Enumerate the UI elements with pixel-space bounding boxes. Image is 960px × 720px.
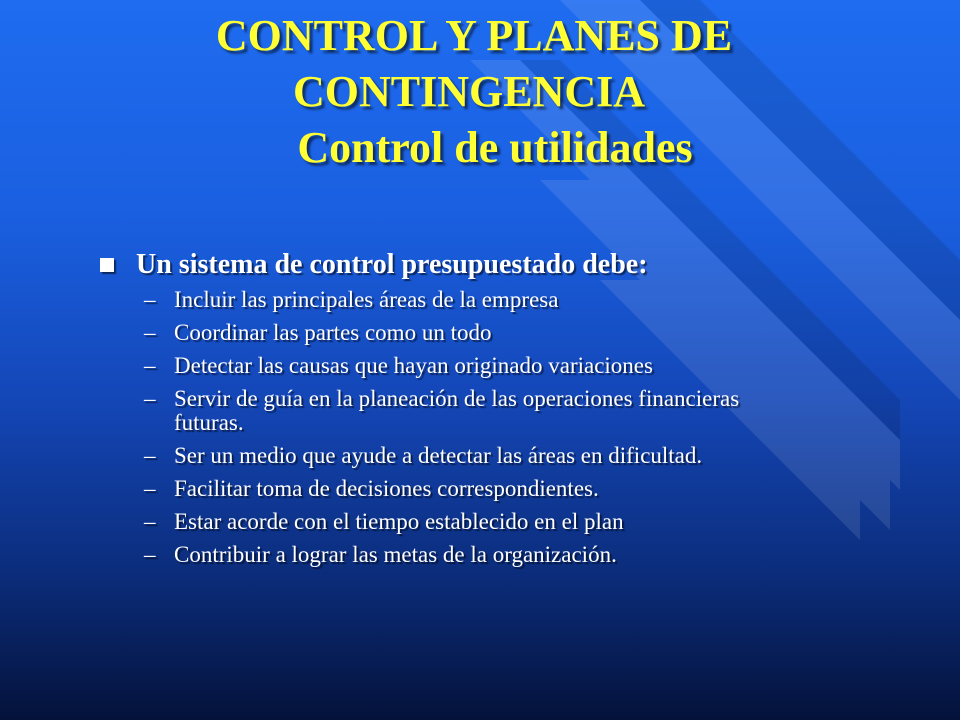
title-line-3: Control de utilidades <box>297 123 693 172</box>
list-item <box>100 288 860 312</box>
list-item-text: Ser un medio que ayude a detectar las áreas en dificultad. <box>174 443 703 468</box>
main-bullet-text: Un sistema de control presupuestado debe: <box>136 249 648 280</box>
list-item-text: Coordinar las partes como un todo <box>174 320 492 345</box>
main-bullet <box>100 248 860 282</box>
title-line-1: CONTROL Y PLANES DE <box>215 11 733 60</box>
list-item-text: Detectar las causas que hayan originado variaciones <box>174 353 653 378</box>
sub-bullet-list <box>100 288 860 567</box>
list-item-text: Facilitar toma de decisiones correspondientes. <box>174 476 599 501</box>
list-item-text: Servir de guía en la planeación de las operaciones financieras futuras. <box>174 386 740 435</box>
list-item <box>100 477 860 501</box>
dash-bullet: – <box>144 386 156 411</box>
dash-bullet: – <box>144 287 156 312</box>
list-item-text: Incluir las principales áreas de la empresa <box>174 287 559 312</box>
dash-bullet: – <box>144 353 156 378</box>
list-item <box>100 444 860 468</box>
dash-bullet: – <box>144 476 156 501</box>
dash-bullet: – <box>144 320 156 345</box>
slide-title <box>0 8 960 176</box>
dash-bullet: – <box>144 509 156 534</box>
list-item-text: Estar acorde con el tiempo establecido en el plan <box>174 509 624 534</box>
list-item-text: Contribuir a lograr las metas de la organización. <box>174 542 617 567</box>
list-item <box>100 321 860 345</box>
slide-content <box>100 248 860 576</box>
list-item <box>100 510 860 534</box>
list-item <box>100 354 860 378</box>
square-bullet-icon <box>100 258 114 272</box>
title-line-2: CONTINGENCIA <box>292 67 646 116</box>
dash-bullet: – <box>144 443 156 468</box>
dash-bullet: – <box>144 542 156 567</box>
list-item <box>100 387 860 435</box>
list-item <box>100 543 860 567</box>
